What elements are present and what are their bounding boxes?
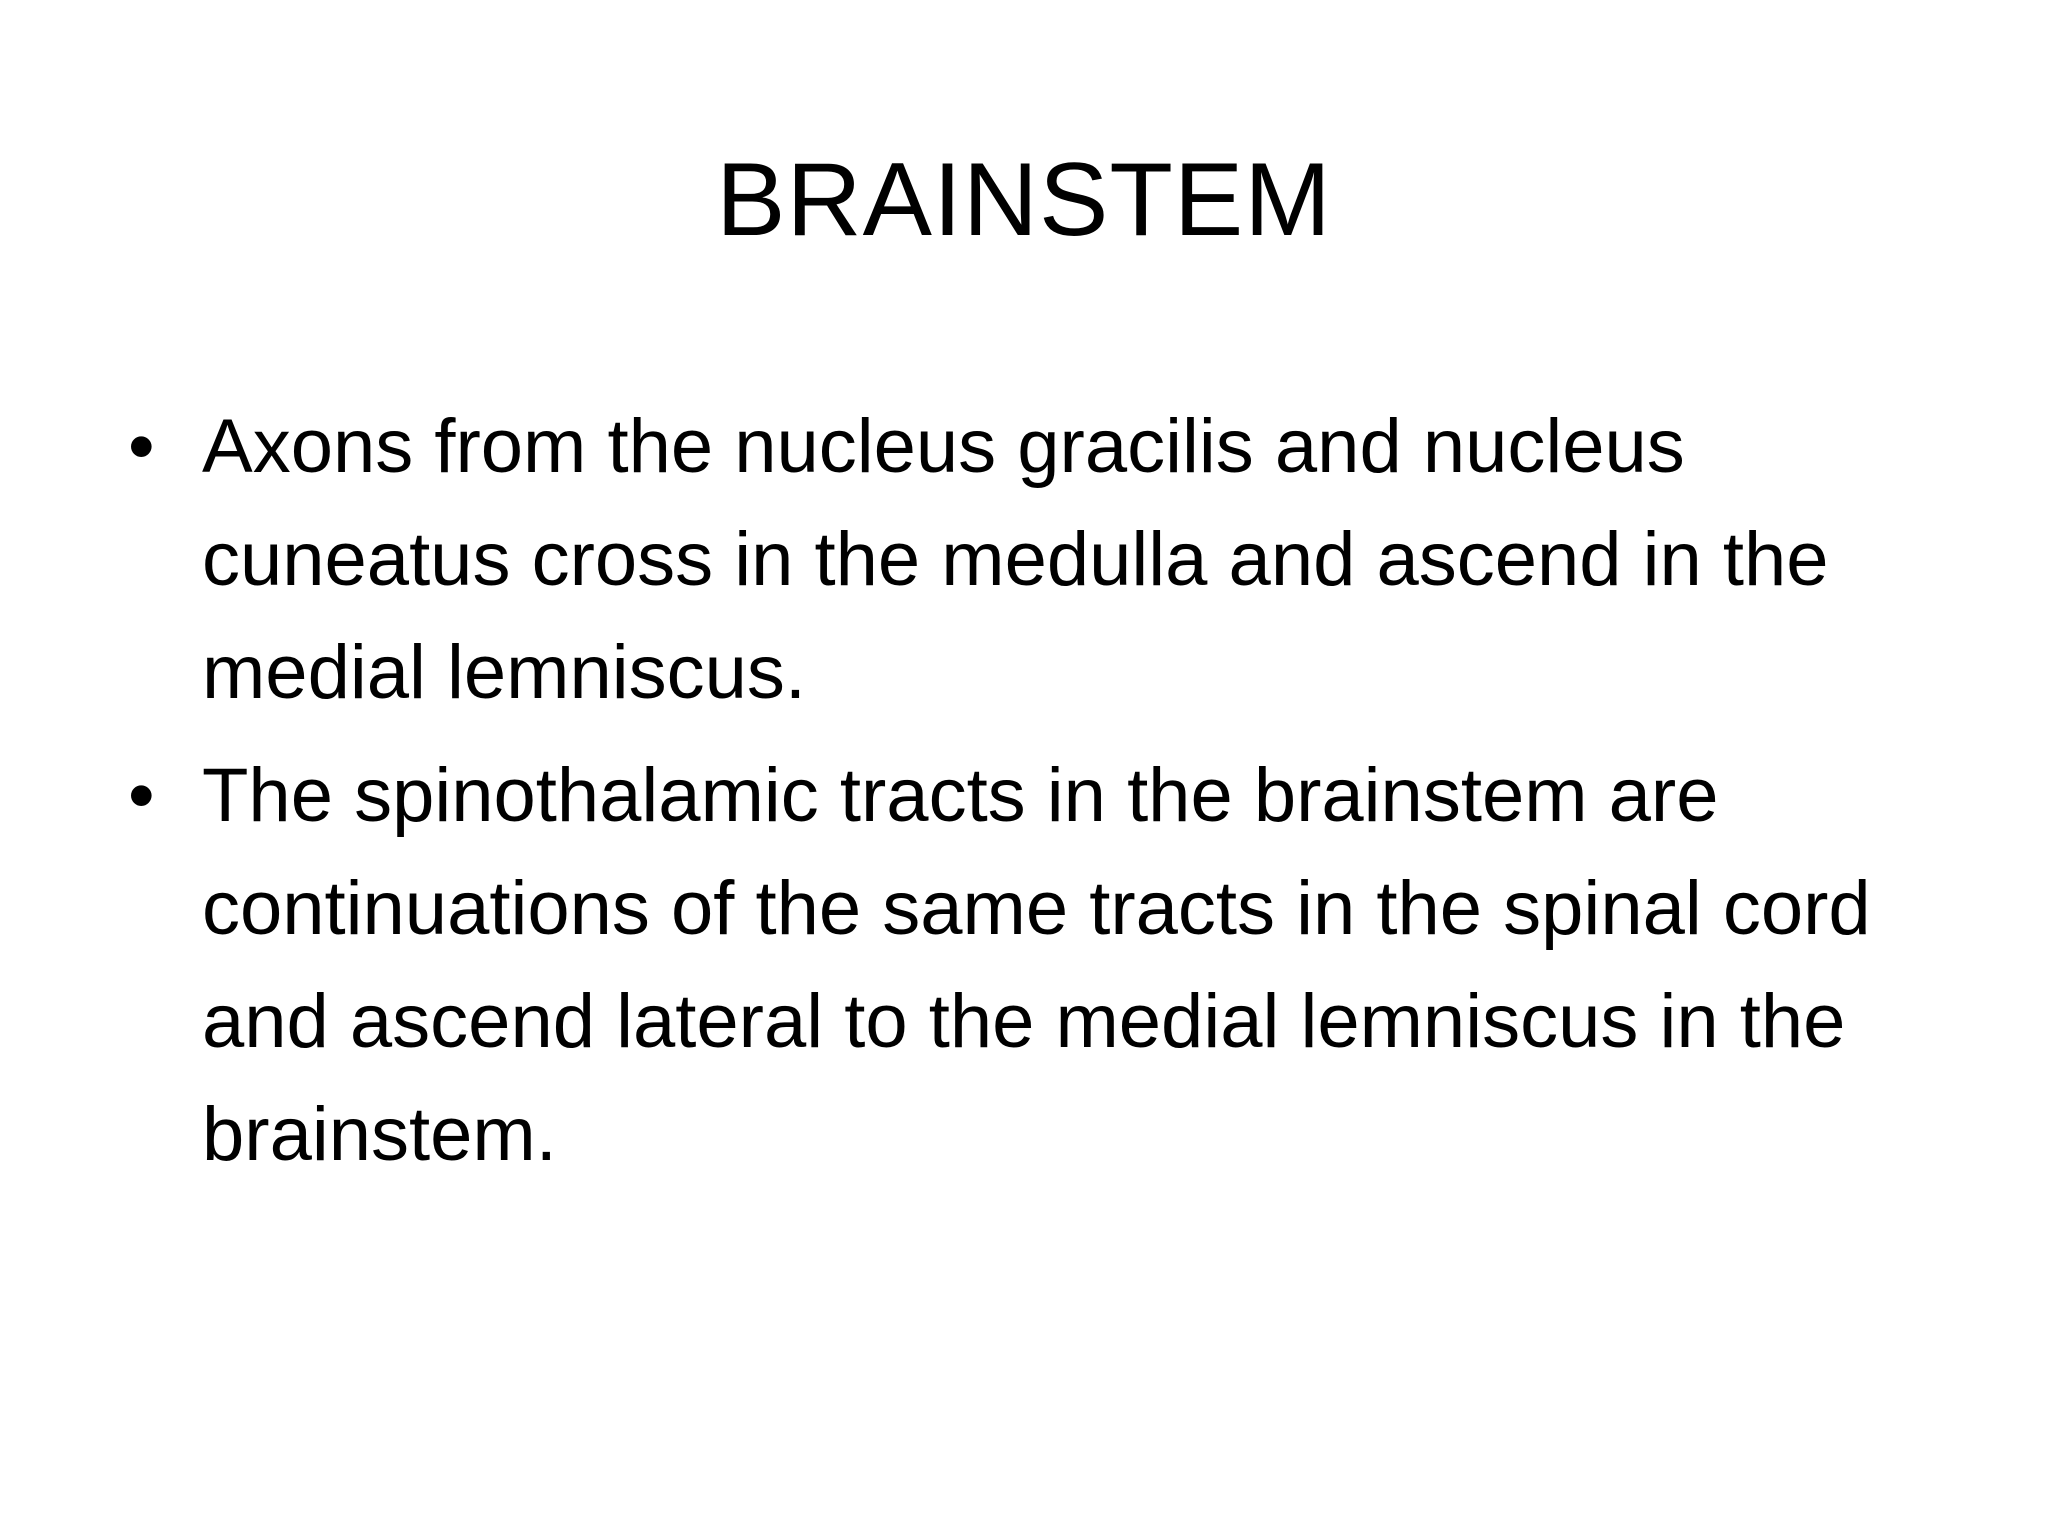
bullet-item <box>120 390 1920 729</box>
bullet-text: Axons from the nucleus gracilis and nucleus cuneatus cross in the medulla and ascend in the medial lemniscus. <box>202 404 1829 715</box>
bullet-item <box>120 739 1920 1191</box>
bullet-marker: • <box>128 404 155 489</box>
bullet-marker: • <box>128 753 155 838</box>
bullet-list <box>120 390 1920 1201</box>
slide-title: BRAINSTEM <box>716 142 1332 258</box>
bullet-text: The spinothalamic tracts in the brainstem are continuations of the same tracts in the spinal cord and ascend lateral to the medial lemniscus in the brainstem. <box>202 753 1871 1177</box>
